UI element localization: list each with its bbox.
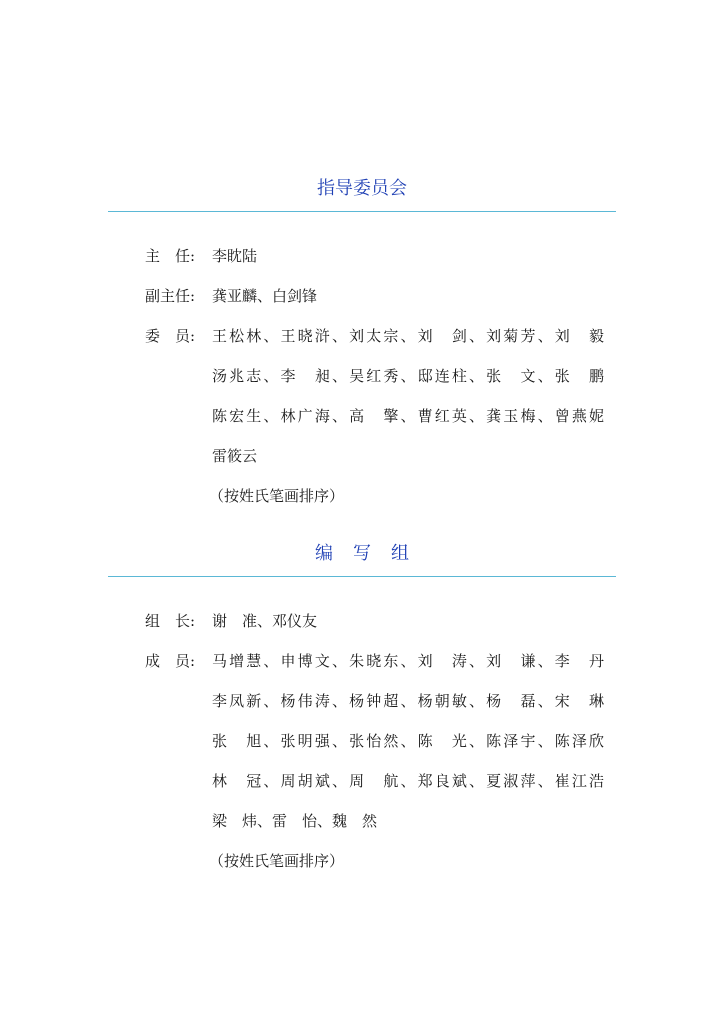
sort-note: （按姓氏笔画排序） [209,852,345,870]
committee-note-row [0,486,724,526]
committee-row [0,246,724,286]
sort-note: （按姓氏笔画排序） [209,487,345,505]
writing-group-row [0,611,724,651]
writing-group-list [0,611,724,891]
committee-row [0,286,724,326]
row-names: 李凤新、杨伟涛、杨钟超、杨朝敏、杨 磊、宋 琳 [212,692,604,710]
committee-section [0,176,724,505]
row-names: 林 冠、周胡斌、周 航、郑良斌、夏淑萍、崔江浩 [212,772,604,790]
committee-list [0,246,724,526]
row-names: 汤兆志、李 昶、吴红秀、邸连柱、张 文、张 鹏 [212,367,604,385]
writing-group-divider [108,576,616,577]
committee-divider [108,211,616,212]
committee-row [0,446,724,486]
row-names: 李眈陆 [212,247,258,265]
writing-group-row [0,771,724,811]
row-label: 组 长: [145,612,196,630]
row-label: 副主任: [145,287,196,305]
writing-group-title: 编写组 [315,543,429,564]
row-names: 王松林、王晓浒、刘太宗、刘 剑、刘菊芳、刘 毅 [212,327,604,345]
committee-title: 指导委员会 [317,178,407,199]
row-names: 马增慧、申博文、朱晓东、刘 涛、刘 谦、李 丹 [212,652,604,670]
committee-row [0,406,724,446]
writing-group-row [0,731,724,771]
writing-group-row [0,651,724,691]
writing-group-section [0,541,724,870]
row-names: 梁 炜、雷 怡、魏 然 [212,812,378,830]
row-label: 成 员: [145,652,196,670]
row-names: 龚亚麟、白剑锋 [212,287,318,305]
writing-group-note-row [0,851,724,891]
row-names: 陈宏生、林广海、高 擎、曹红英、龚玉梅、曾燕妮 [212,407,604,425]
committee-row [0,326,724,366]
row-names: 雷筱云 [212,447,258,465]
row-names: 张 旭、张明强、张怡然、陈 光、陈泽宇、陈泽欣 [212,732,604,750]
committee-row [0,366,724,406]
row-label: 委 员: [145,327,196,345]
writing-group-row [0,691,724,731]
writing-group-row [0,811,724,851]
row-label: 主 任: [145,247,196,265]
row-names: 谢 准、邓仪友 [212,612,318,630]
